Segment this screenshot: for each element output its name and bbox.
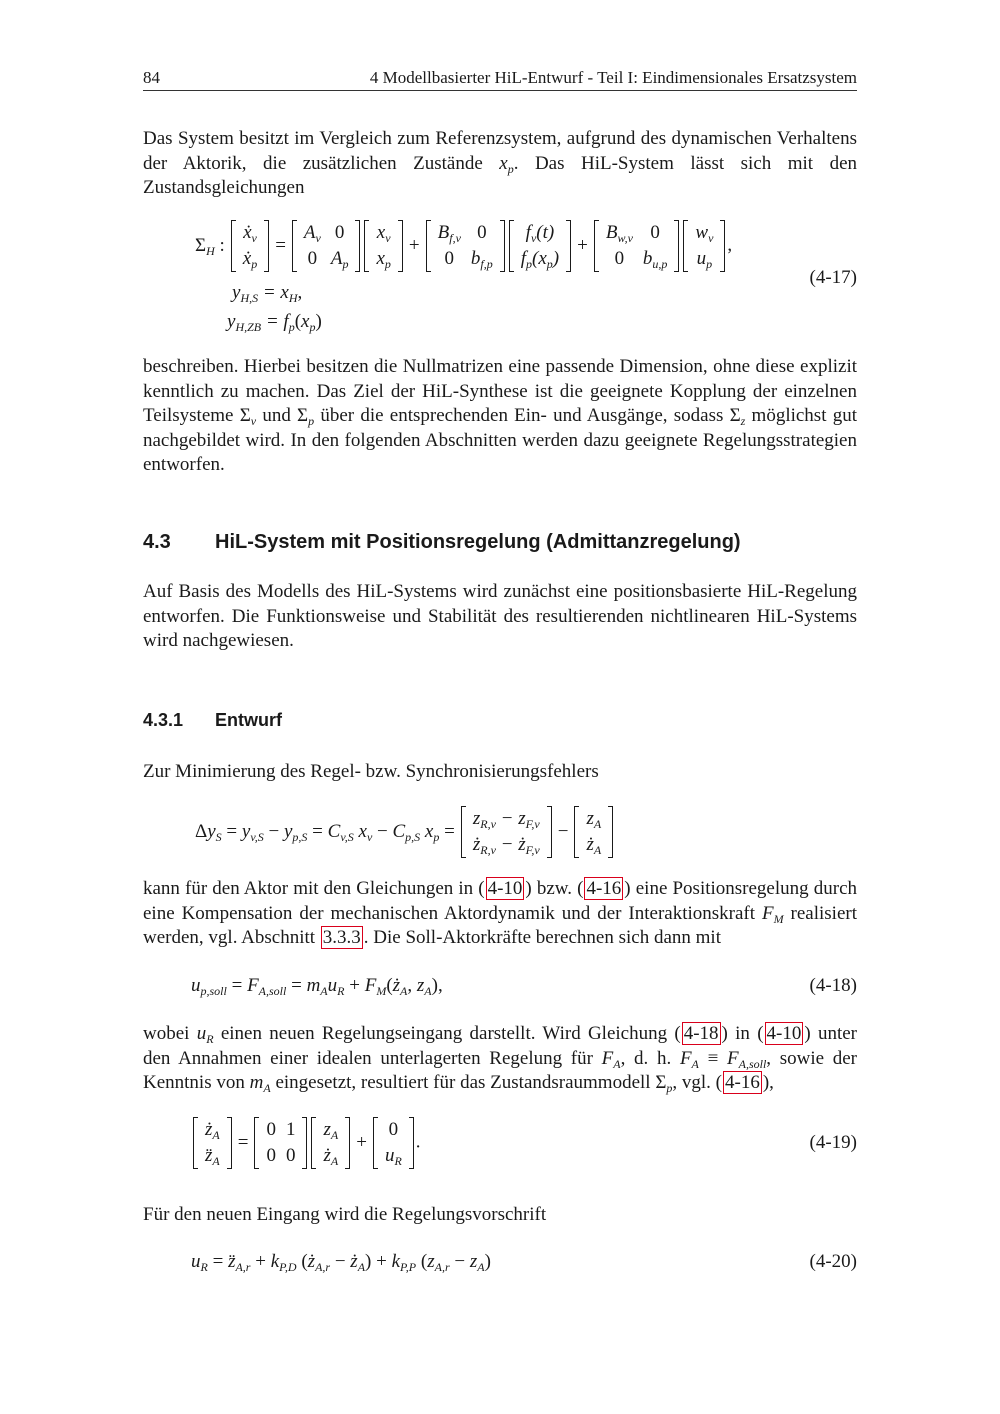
page-number: 84: [143, 68, 160, 87]
eq417-y1: y: [232, 282, 241, 303]
section-title: HiL-System mit Positionsregelung (Admittanzregelung): [215, 531, 741, 553]
para5-text-a: kann für den Aktor mit den Gleichungen in: [143, 878, 479, 899]
para6-text-g: eingesetzt, resultiert für das Zustandsraummodell Σ: [270, 1072, 667, 1093]
para5-text-b: bzw.: [531, 878, 578, 899]
para6-text-a: wobei: [143, 1023, 197, 1044]
para2-text-c: über die entsprechenden Ein- und Ausgänge, sodass Σ: [314, 405, 741, 426]
paragraph-intro: [143, 127, 857, 201]
eq417-y2-rhs: = f: [265, 311, 289, 332]
subsection-title: Entwurf: [215, 710, 282, 730]
eq417-y1-rhs-sub: H: [288, 291, 298, 305]
para6-text-d: unter den Annahmen einer idealen unterlagerten Regelung für: [143, 1023, 858, 1069]
page: [143, 0, 857, 1414]
equation-reference-link[interactable]: 4-10: [766, 1023, 802, 1044]
para6-text-e: , d. h.: [620, 1047, 680, 1069]
math-xp: $x_p$: [499, 152, 514, 176]
eq417-y2-rhs-sub: p: [288, 320, 295, 334]
para6-text-i: ,: [769, 1072, 774, 1093]
para2-text-b: und Σ: [256, 405, 309, 426]
para1-text-a: Das System besitzt im Vergleich zum Referenzsystem, aufgrund des dynamischen Verhaltens der Aktorik, die zusätzlichen Zustände: [143, 128, 857, 174]
eq417-y2-sub: H,ZB: [235, 320, 262, 334]
equation-reference-link[interactable]: 4-16: [586, 878, 622, 899]
section-reference-link[interactable]: 3.3.3: [322, 927, 361, 948]
equation-4-17-state: $\Sigma_H$ : ẋ$_v$ ẋ$_p$ = $A_v$ 0 0 $A_p$ $x_v$ $x_p$ + $B_{f,v}$ 0 0 $b_{f,p}$ $f_v(t)$ $f_p(x_p)$ + $B_{w,v}$ 0 0 $b_{u,p}$ $w_v$ $u_p$ ,: [195, 222, 733, 271]
paragraph-section-intro: [143, 580, 857, 654]
para6-text-c: in: [727, 1023, 758, 1044]
equation-4-20: $u_R$ = $z̈_{A,r} + k_{P,D}$ ($ż_{A,r}$ − $ż_A) + k_{P,P}$ $(z_{A,r} - z_A)$: [191, 1251, 491, 1274]
subsection-heading-4-3-1: [143, 710, 857, 734]
paragraph-position-control: kann für den Aktor mit den Gleichungen in ( 4-10 ) bzw. ( 4-16 ) eine Positionsregelung durch eine Kompensation der mechanischen Aktordynamik und der Interaktionskraft $F_M$ realisiert werden, vgl. Abschnitt 3.3.3 . Die Soll-Aktorkräfte berechnen sich dann mit: [143, 878, 858, 948]
equation-4-17-output-s: $y_{H,S} = x_H$,: [232, 282, 303, 305]
section-heading-4-3: [143, 531, 857, 557]
equation-reference-link[interactable]: 4-18: [683, 1023, 719, 1044]
eq417-y2: y: [227, 311, 236, 332]
equation-sync-error: $\Delta y_S = y_{v,S} - y_{p,S} = C_{v,S}$ $x_v - C_{p,S}$ $x_p$ = $z_{R,v} - z_{F,v}$ $ż_{R,v}$ − $ż_{F,v}$ − $z_A$ $ż_A$: [191, 806, 615, 858]
para6-text-h: , vgl.: [672, 1072, 716, 1093]
para3-text: Auf Basis des Modells des HiL-Systems wird zunächst eine positionsbasierte HiL-Regelung entworfen. Die Funktionsweise und Stabilität des resultierenden nichtlinearen HiL-Systems wird nachgewiesen.: [143, 581, 857, 651]
paragraph-control-law-intro: [143, 1203, 857, 1228]
para1-text-b: . Das HiL-System lässt sich mit den Zustandsgleichungen: [143, 152, 857, 198]
paragraph-minimization: [143, 760, 857, 785]
paragraph-substitution: wobei $u_R$ einen neuen Regelungseingang darstellt. Wird Gleichung ( 4-18 ) in ( 4-10 ) unter den Annahmen einer idealen unterlagerten Regelung für $F_A$, d. h. $F_A \equiv F_{A,soll}$, sowie der Kenntnis von $m_A$ eingesetzt, resultiert für das Zustandsraummodell $\Sigma_p$, vgl. ( 4-16 ),: [143, 1023, 858, 1095]
equation-number-4-19: (4-19): [809, 1132, 857, 1153]
para4-text: Zur Minimierung des Regel- bzw. Synchronisierungsfehlers: [143, 761, 599, 782]
eq417-y1-sub: H,S: [240, 291, 259, 305]
chapter-title: 4 Modellbasierter HiL-Entwurf - Teil I: Eindimensionales Ersatzsystem: [369, 68, 857, 87]
para5-text-c: eine Positionsregelung durch eine Kompensation der mechanischen Aktordynamik und der Interaktionskraft: [143, 878, 858, 924]
equation-number-4-20: (4-20): [809, 1251, 857, 1272]
paragraph-description: beschreiben. Hierbei besitzen die Nullmatrizen eine passende Dimension, ohne diese explizit kenntlich zu machen. Das Ziel der HiL-Synthese ist die geeignete Kopplung der einzelnen Teilsysteme $\Sigma_v$ und $\Sigma_p$ über die entsprechenden Ein- und Ausgänge, sodass $\Sigma_z$ möglichst gut nachgebildet wird. In den folgenden Abschnitten werden dazu geeignete Regelungsstrategien entworfen.: [143, 356, 857, 475]
equation-reference-link[interactable]: 4-16: [725, 1072, 760, 1093]
para5-text-e: . Die Soll-Aktorkräfte berechnen sich dann mit: [363, 927, 721, 948]
equation-number-4-17: (4-17): [809, 267, 857, 288]
para5-text-d: realisiert werden, vgl. Abschnitt: [143, 902, 857, 948]
para7-text: Für den neuen Eingang wird die Regelungsvorschrift: [143, 1204, 547, 1225]
subsection-number: 4.3.1: [143, 710, 184, 730]
equation-number-4-18: (4-18): [809, 975, 857, 996]
eq417-y1-rhs: = x: [262, 282, 289, 303]
equation-4-18: $u_{p,soll} = F_{A,soll} = m_Au_R$ + $F_M(ż_A$, $z_A$),: [191, 975, 443, 998]
para6-text-b: einen neuen Regelungseingang darstellt. Wird Gleichung: [213, 1023, 675, 1044]
equation-4-17-output-zb: $y_{H,ZB} = f_p(x_p)$: [227, 311, 322, 334]
para6-text-f: , sowie der Kenntnis von: [143, 1047, 858, 1093]
equation-4-19: $ż_A$ $z̈_A$ = 0 1 0 0 $z_A$ $ż_A$ + 0 $u_R$ .: [191, 1117, 421, 1169]
section-number: 4.3: [143, 531, 171, 553]
equation-reference-link[interactable]: 4-10: [487, 878, 523, 899]
para2-text-a: beschreiben. Hierbei besitzen die Nullmatrizen eine passende Dimension, ohne diese explizit kenntlich zu machen. Das Ziel der HiL-Synthese ist die geeignete Kopplung der einzelnen Teilsysteme Σ: [143, 356, 857, 426]
running-header: [143, 66, 857, 91]
para2-text-d: möglichst gut nachgebildet wird. In den folgenden Abschnitten werden dazu geeignete Regelungsstrategien entworfen.: [143, 405, 857, 475]
